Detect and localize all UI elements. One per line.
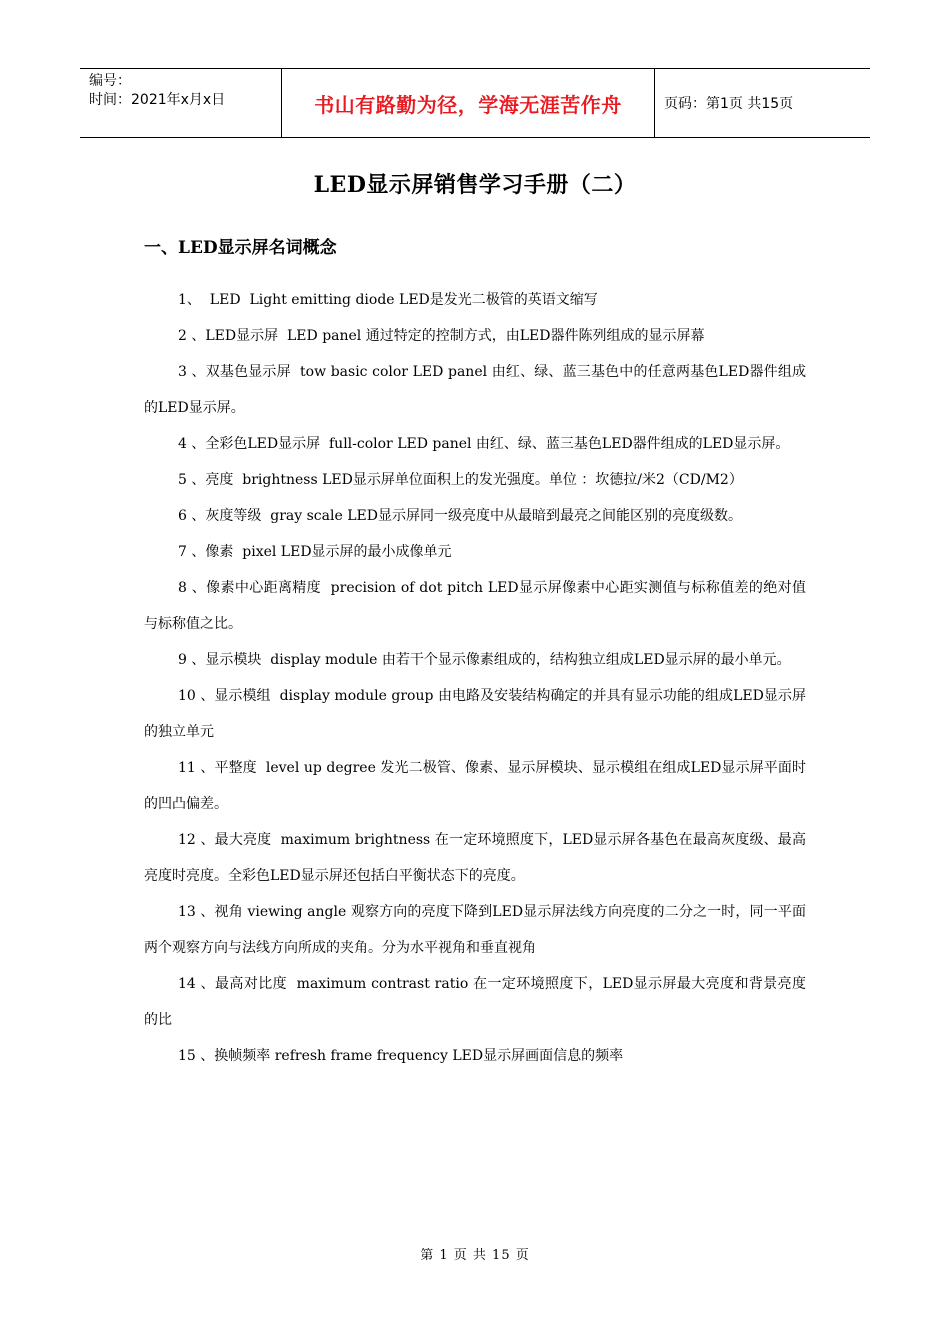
term-paragraph: 10 、显示模组 display module group 由电路及安装结构确定的并具有显示功能的组成LED显示屏的独立单元 bbox=[144, 688, 806, 740]
header-info-cell bbox=[80, 69, 281, 137]
term-paragraph: 15 、换帧频率 refresh frame frequency LED显示屏画面信息的频率 bbox=[178, 1048, 624, 1064]
term-paragraph: 4 、全彩色LED显示屏 full-color LED panel 由红、绿、蓝三基色LED器件组成的LED显示屏。 bbox=[178, 436, 790, 452]
term-paragraph: 8 、像素中心距离精度 precision of dot pitch LED显示屏像素中心距实测值与标称值差的绝对值与标称值之比。 bbox=[144, 580, 806, 632]
term-paragraph: 13 、视角 viewing angle 观察方向的亮度下降到LED显示屏法线方向亮度的二分之一时，同一平面两个观察方向与法线方向所成的夹角。分为水平视角和垂直视角 bbox=[144, 904, 806, 956]
term-paragraph: 14 、最高对比度 maximum contrast ratio 在一定环境照度下，LED显示屏最大亮度和背景亮度的比 bbox=[144, 976, 806, 1028]
term-paragraph: 12 、最大亮度 maximum brightness 在一定环境照度下，LED显示屏各基色在最高灰度级、最高亮度时亮度。全彩色LED显示屏还包括白平衡状态下的亮度。 bbox=[144, 832, 806, 884]
term-paragraph: 7 、像素 pixel LED显示屏的最小成像单元 bbox=[178, 544, 452, 560]
term-paragraph: 3 、双基色显示屏 tow basic color LED panel 由红、绿、蓝三基色中的任意两基色LED器件组成的LED显示屏。 bbox=[144, 364, 806, 416]
motto-text: 书山有路勤为径，学海无涯苦作舟 bbox=[314, 92, 622, 117]
term-paragraph: 11 、平整度 level up degree 发光二极管、像素、显示屏模块、显示模组在组成LED显示屏平面时的凹凸偏差。 bbox=[144, 760, 806, 812]
time-line: 时间：2021年x月x日 bbox=[89, 92, 226, 108]
term-paragraph: 2 、LED显示屏 LED panel 通过特定的控制方式，由LED器件陈列组成的显示屏幕 bbox=[178, 328, 705, 344]
document-title: LED显示屏销售学习手册（二） bbox=[313, 172, 637, 198]
page-info: 页码：第1页 共15页 bbox=[664, 96, 794, 112]
term-paragraph: 1、 LED Light emitting diode LED是发光二极管的英语文缩写 bbox=[178, 292, 598, 308]
section-heading: 一、LED显示屏名词概念 bbox=[144, 238, 337, 258]
body-text bbox=[144, 282, 806, 1074]
header-table bbox=[80, 68, 870, 138]
header-motto-cell bbox=[281, 69, 655, 137]
page-footer: 第 1 页 共 15 页 bbox=[420, 1248, 530, 1263]
term-paragraph: 9 、显示模块 display module 由若干个显示像素组成的，结构独立组成LED显示屏的最小单元。 bbox=[178, 652, 791, 668]
number-label: 编号： bbox=[89, 73, 131, 89]
term-paragraph: 5 、亮度 brightness LED显示屏单位面积上的发光强度。单位 ：坎德拉/米2（CD/M2） bbox=[178, 472, 743, 488]
header-page-cell bbox=[655, 69, 870, 137]
term-paragraph: 6 、灰度等级 gray scale LED显示屏同一级亮度中从最暗到最亮之间能区别的亮度级数。 bbox=[178, 508, 742, 524]
